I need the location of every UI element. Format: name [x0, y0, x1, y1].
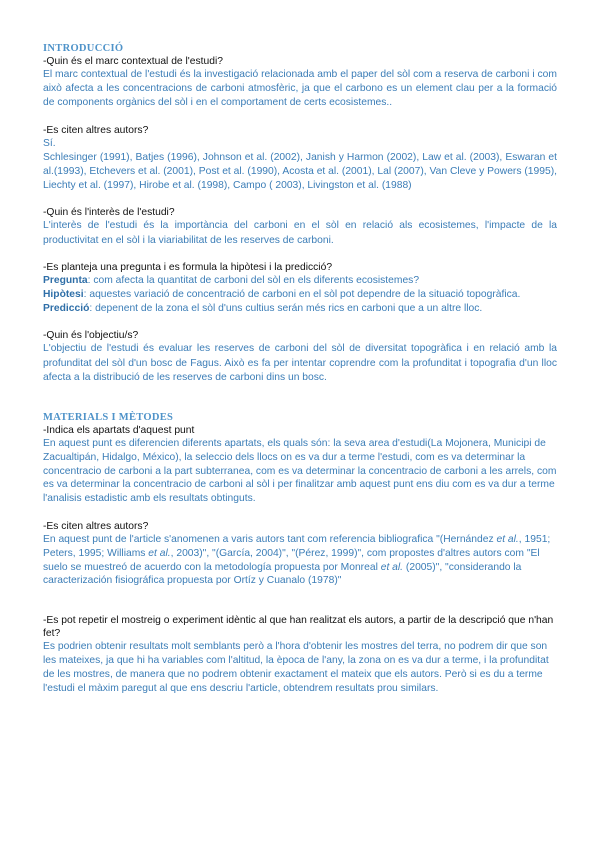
methods-answer-sections: En aquest punt es diferencien diferents apartats, els quals són: la seva area d'estudi(La Mojonera, Municipi de Zacualtipán, Hidalgo, México), la seleccio dels llocs on es va dur a terme l'estudi, com es va determinar la concentracio de carboni a la part subterranea, com es va determinar la concentracio de carboni a les arrels, com es va determinar la concentracio de carboni al sòl i per finalitzar amb aquest punt ens diu com es va dur a terme l'analisis estadistic amb els resultats obtinguts.: [43, 438, 557, 505]
spacer: [43, 316, 557, 329]
prediccio-label: Predicció: [43, 303, 90, 315]
spacer: [43, 506, 557, 520]
et-al-italic-1: et al.: [496, 534, 519, 546]
pregunta-label: Pregunta: [43, 274, 88, 286]
document-content: [43, 42, 557, 695]
intro-question-context: -Quin és el marc contextual de l'estudi?: [43, 56, 223, 67]
intro-answer-authors-list: Schlesinger (1991), Batjes (1996), Johnson et al. (2002), Janish y Harmon (2002), Law et al. (2003), Eswaran et al.(1993), Etchevers et al. (2001), Post et al. (1990), Acosta et al. (2001), Lal (2007), Van Cleve y Powers (1995), Liechty et al. (1997), Hirobe et al. (1998), Campo ( 2003), Livingston et al. (1988): [43, 151, 557, 192]
methods-question-repeat: -Es pot repetir el mostreig o experiment idèntic al que han realitzat els autors, a partir de la descripció que n'han fet?: [43, 615, 554, 640]
intro-question-objective: -Quin és l'objectiu/s?: [43, 330, 139, 342]
methods-answer-repeat: Es podrien obtenir resultats molt semblants però a l'hora d'obtenir les mostres del terra, no podrem dir que son les mateixes, ja que hi ha variables com l'altitud, la època de l'any, la zona on es va dur a terme, i la profunditat de les mostres, de manera que no podrem obtenir exactament el mateix que els autors. Però si es du a terme l'estudi el màxim paregut al que ens descriu l'article, obtendrem resultats prou similars.: [43, 641, 549, 694]
methods-authors-part1: En aquest punt de l'article s'anomenen a varis autors tant com referencia bibliografica "(Hernández: [43, 534, 497, 546]
intro-question-hypothesis: -Es planteja una pregunta i es formula la hipòtesi i la predicció?: [43, 261, 333, 273]
intro-pregunta-line: [43, 274, 557, 288]
et-al-italic-3: et al.: [380, 561, 404, 573]
et-al-italic-2: et al.: [148, 547, 171, 559]
methods-question-sections: -Indica els apartats d'aquest punt: [43, 425, 195, 437]
intro-answer-interest: L'interès de l'estudi és la importància del carboni en el sòl en relació als ecosistemes, l'impacte de la productivitat en el sòl i la viariabilitat de les reserves de carboni.: [43, 220, 557, 246]
methods-answer-authors: [43, 533, 557, 588]
spacer: [43, 111, 557, 124]
methods-question-authors: -Es citen altres autors?: [43, 521, 149, 533]
spacer: [43, 385, 557, 411]
intro-question-authors: -Es citen altres autors?: [43, 124, 149, 136]
intro-answer-context: El marc contextual de l'estudi és la investigació relacionada amb el paper del sòl com a reserva de carboni i com això afecta a les concentracions de carboni atmosfèric, ja que el carbono es un element clau per a la formació de components orgànics del sòl i en el comportament de certs ecosistemes..: [43, 69, 557, 109]
intro-heading: INTRODUCCIÓ: [43, 43, 124, 54]
intro-answer-authors-yes: Sí.: [43, 137, 56, 149]
intro-hipotesi-line: [43, 288, 557, 302]
spacer: [43, 248, 557, 261]
spacer: [43, 193, 557, 206]
methods-authors-part4: (2005)", "considerando la caracterización fisiográfica propuesta por Ortíz y Cuanalo (1978)": [43, 561, 522, 587]
methods-authors-part3: , 2003)", "(García, 2004)", "(Pérez, 1999)", com propostes d'altres autors com "El suelo se muestreó de acuerdo con la metodología propuesta por Monreal: [43, 547, 540, 573]
methods-heading: MATERIALS I MÈTODES: [43, 412, 174, 424]
intro-prediccio-line: [43, 302, 557, 316]
intro-answer-objective: L'objectiu de l'estudi és evaluar les reserves de carboni del sòl de diversitat topogràfica i en relació amb la profunditat del sòl d'un bosc de Fagus. Això es fa per intentar coprendre com la profunditat i topografia d'un lloc afecta a la distribució de les reserves de carboni dins un bosc.: [43, 343, 557, 383]
hipotesi-text: : aquestes variació de concentració de carboni en el sòl pot dependre de la situació topogràfica.: [83, 289, 521, 301]
hipotesi-label: Hipòtesi: [43, 289, 84, 301]
methods-authors-part2: , 1951; Peters, 1995; Williams: [43, 534, 551, 559]
prediccio-text: : depenent de la zona el sòl d'uns cultius serán més rics en carboni que a un altre lloc.: [89, 303, 483, 315]
spacer: [43, 588, 557, 614]
pregunta-text: : com afecta la quantitat de carboni del sòl en els diferents ecosistemes?: [87, 274, 420, 286]
intro-question-interest: -Quin és l'interès de l'estudi?: [43, 207, 175, 219]
